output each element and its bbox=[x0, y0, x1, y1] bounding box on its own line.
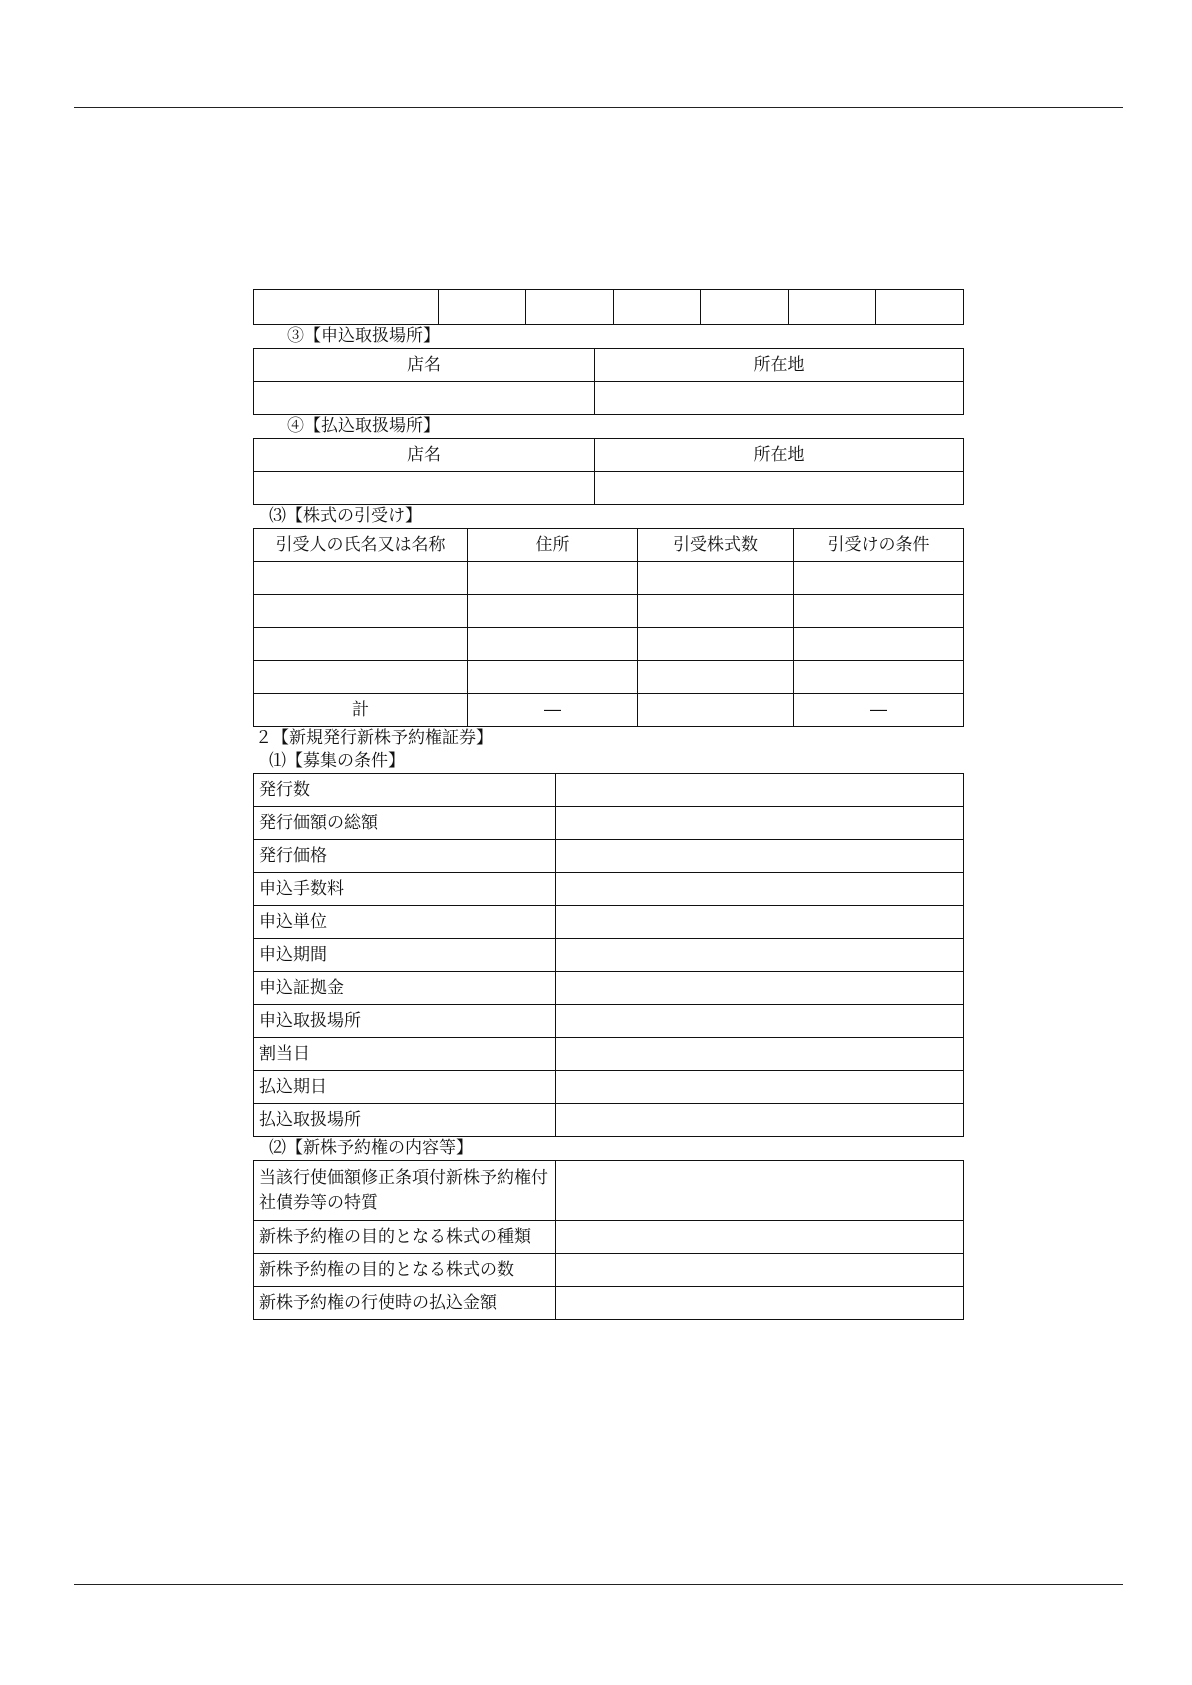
office-name-header: 店名 bbox=[254, 349, 595, 382]
table-row bbox=[254, 628, 964, 661]
row-label: 新株予約権の目的となる株式の種類 bbox=[254, 1221, 556, 1254]
total-conditions-dash: ― bbox=[794, 694, 964, 727]
table-row bbox=[254, 1161, 964, 1221]
row-value bbox=[556, 939, 964, 972]
row-value bbox=[556, 1221, 964, 1254]
office-name-cell bbox=[254, 472, 595, 505]
row-label: 払込取扱場所 bbox=[254, 1104, 556, 1137]
recruitment-conditions-table bbox=[253, 773, 964, 1137]
table-row bbox=[254, 906, 964, 939]
underwritten-shares-header: 引受株式数 bbox=[638, 529, 794, 562]
application-office-heading: ③【申込取扱場所】 bbox=[287, 326, 440, 346]
top-rule bbox=[74, 107, 1123, 108]
total-address-dash: ― bbox=[468, 694, 638, 727]
table-row bbox=[254, 1104, 964, 1137]
blank-cell bbox=[789, 290, 876, 325]
row-label: 申込証拠金 bbox=[254, 972, 556, 1005]
row-value bbox=[556, 873, 964, 906]
office-address-header: 所在地 bbox=[595, 439, 964, 472]
row-value bbox=[556, 972, 964, 1005]
table-row bbox=[254, 1221, 964, 1254]
row-label: 発行価額の総額 bbox=[254, 807, 556, 840]
row-value bbox=[556, 1104, 964, 1137]
rights-content-heading: ⑵【新株予約権の内容等】 bbox=[269, 1138, 473, 1158]
blank-cell bbox=[439, 290, 526, 325]
new-rights-heading: ２【新規発行新株予約権証券】 bbox=[255, 728, 493, 748]
office-address-cell bbox=[595, 382, 964, 415]
office-address-cell bbox=[595, 472, 964, 505]
row-label: 申込期間 bbox=[254, 939, 556, 972]
top-blank-table bbox=[253, 289, 964, 325]
row-value bbox=[556, 1071, 964, 1104]
row-value bbox=[556, 1287, 964, 1320]
row-label: 払込期日 bbox=[254, 1071, 556, 1104]
row-label: 当該行使価額修正条項付新株予約権付社債券等の特質 bbox=[254, 1161, 556, 1221]
payment-office-heading: ④【払込取扱場所】 bbox=[287, 416, 440, 436]
table-row bbox=[254, 1254, 964, 1287]
total-row bbox=[254, 694, 964, 727]
table-row bbox=[254, 1038, 964, 1071]
underwriter-name-header: 引受人の氏名又は名称 bbox=[254, 529, 468, 562]
office-name-header: 店名 bbox=[254, 439, 595, 472]
payment-office-table bbox=[253, 438, 964, 505]
table-row bbox=[254, 1287, 964, 1320]
table-row bbox=[254, 562, 964, 595]
row-label: 発行数 bbox=[254, 774, 556, 807]
blank-cell bbox=[526, 290, 614, 325]
row-label: 割当日 bbox=[254, 1038, 556, 1071]
total-label: 計 bbox=[254, 694, 468, 727]
underwriting-table bbox=[253, 528, 964, 727]
recruitment-conditions-heading: ⑴【募集の条件】 bbox=[269, 751, 405, 771]
document-body bbox=[253, 289, 963, 1320]
row-value bbox=[556, 906, 964, 939]
table-row bbox=[254, 774, 964, 807]
row-value bbox=[556, 1005, 964, 1038]
row-value bbox=[556, 840, 964, 873]
underwriting-conditions-header: 引受けの条件 bbox=[794, 529, 964, 562]
table-row bbox=[254, 1005, 964, 1038]
row-value bbox=[556, 1161, 964, 1221]
stock-underwriting-heading: ⑶【株式の引受け】 bbox=[269, 506, 422, 526]
table-row bbox=[254, 939, 964, 972]
row-label: 申込単位 bbox=[254, 906, 556, 939]
table-row bbox=[254, 807, 964, 840]
row-label: 発行価格 bbox=[254, 840, 556, 873]
row-label: 新株予約権の行使時の払込金額 bbox=[254, 1287, 556, 1320]
table-row bbox=[254, 840, 964, 873]
row-value bbox=[556, 807, 964, 840]
row-label: 申込取扱場所 bbox=[254, 1005, 556, 1038]
total-shares-cell bbox=[638, 694, 794, 727]
underwriter-address-header: 住所 bbox=[468, 529, 638, 562]
row-value bbox=[556, 1254, 964, 1287]
office-name-cell bbox=[254, 382, 595, 415]
table-row bbox=[254, 972, 964, 1005]
office-address-header: 所在地 bbox=[595, 349, 964, 382]
blank-cell bbox=[701, 290, 789, 325]
table-row bbox=[254, 661, 964, 694]
blank-cell bbox=[876, 290, 964, 325]
row-label: 新株予約権の目的となる株式の数 bbox=[254, 1254, 556, 1287]
blank-cell bbox=[614, 290, 701, 325]
blank-cell bbox=[254, 290, 439, 325]
table-row bbox=[254, 595, 964, 628]
rights-content-table bbox=[253, 1160, 964, 1320]
row-value bbox=[556, 1038, 964, 1071]
table-row bbox=[254, 1071, 964, 1104]
table-row bbox=[254, 873, 964, 906]
row-label: 申込手数料 bbox=[254, 873, 556, 906]
bottom-rule bbox=[74, 1584, 1123, 1585]
application-office-table bbox=[253, 348, 964, 415]
row-value bbox=[556, 774, 964, 807]
